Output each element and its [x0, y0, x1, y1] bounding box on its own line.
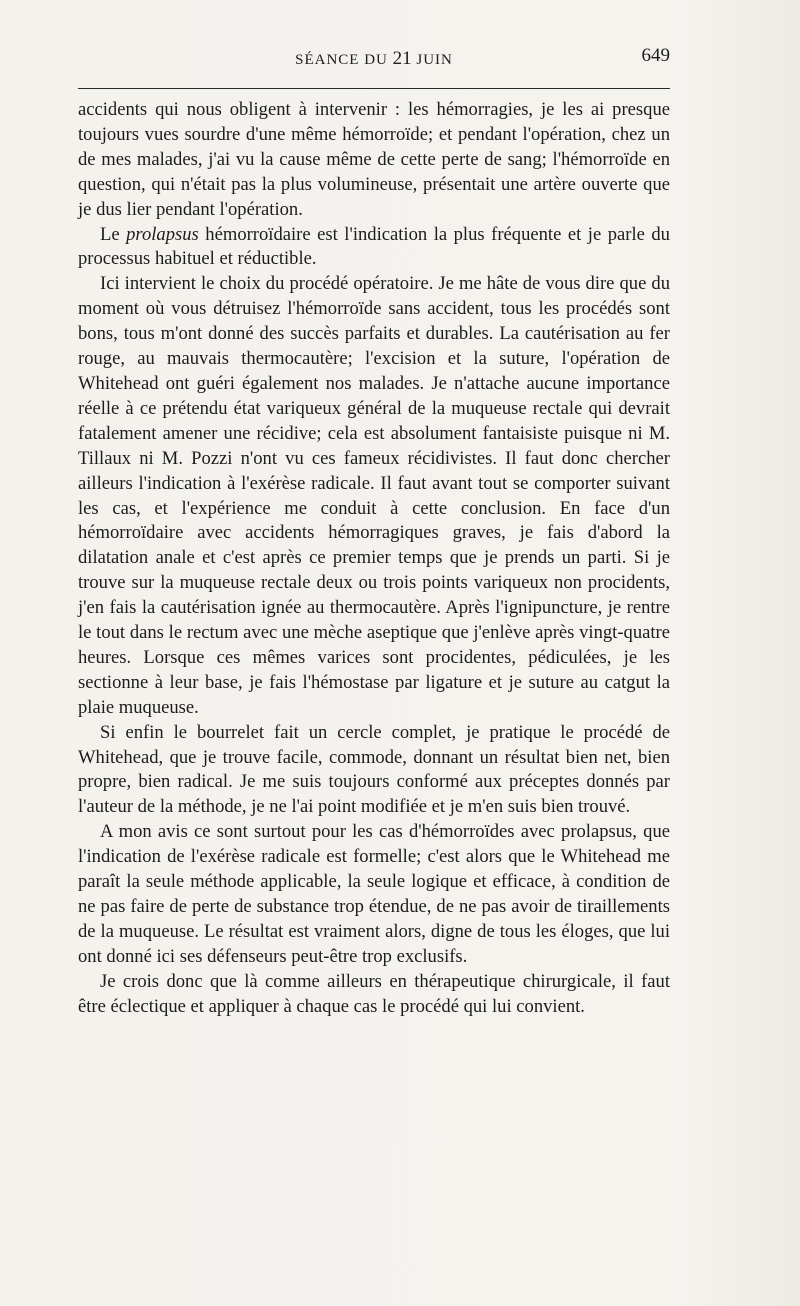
running-title-day: 21	[392, 48, 412, 69]
running-title-suffix: JUIN	[411, 52, 453, 68]
paragraph-2	[78, 223, 670, 273]
paragraph-2-lead: Le	[100, 223, 127, 245]
running-title	[78, 48, 670, 70]
running-title-prefix: SÉANCE DU	[295, 52, 393, 68]
paragraph-2-italic-term: prolapsus	[126, 223, 199, 245]
body-text	[78, 98, 670, 1020]
running-head	[78, 44, 670, 72]
paragraph-4: Si enfin le bourrelet fait un cercle complet, je pratique le procédé de Whitehead, que je trouve facile, commode, donnant un résultat bien net, bien propre, bien radical. Je me suis toujours conformé aux préceptes donnés par l'auteur de la méthode, je ne l'ai point modifiée et je m'en suis bien trouvé.	[78, 721, 670, 818]
header-rule	[78, 88, 670, 89]
paragraph-2-rest: hémorroïdaire est l'indication la plus fréquente et je parle du processus habituel et réductible.	[78, 223, 670, 270]
paragraph-3: Ici intervient le choix du procédé opératoire. Je me hâte de vous dire que du moment où vous détruisez l'hémorroïde sans accident, tous les procédés sont bons, tous m'ont donné des succès parfaits et durables. La cautérisation au fer rouge, au mauvais thermocautère; l'excision et la suture, l'opération de Whitehead ont guéri également nos malades. Je n'attache aucune importance réelle à ce prétendu état variqueux général de la muqueuse rectale qui devrait fatalement amener une récidive; cela est absolument fantaisiste puisque ni M. Tillaux ni M. Pozzi n'ont vu ces fameux récidivistes. Il faut donc chercher ailleurs l'indication à l'exérèse radicale. Il faut avant tout se comporter suivant les cas, et l'expérience me conduit à cette conclusion. En face d'un hémorroïdaire avec accidents hémorragiques graves, je fais d'abord la dilatation anale et c'est après ce premier temps que je prends un parti. Si je trouve sur la muqueuse rectale deux ou trois points variqueux non procidents, j'en fais la cautérisation ignée au thermocautère. Après l'ignipuncture, je rentre le tout dans le rectum avec une mèche aseptique que j'enlève après vingt-quatre heures. Lorsque ces mêmes varices sont procidentes, pédiculées, je les sectionne à leur base, je fais l'hémostase par ligature et je suture au catgut la plaie muqueuse.	[78, 273, 670, 718]
paragraph-6: Je crois donc que là comme ailleurs en thérapeutique chirurgicale, il faut être éclectique et appliquer à chaque cas le procédé qui lui convient.	[78, 970, 670, 1017]
paragraph-1: accidents qui nous obligent à intervenir : les hémorragies, je les ai presque toujours vues sourdre d'une même hémorroïde; et pendant l'opération, chez un de mes malades, j'ai vu la cause même de cette perte de sang; l'hémorroïde en question, qui n'était pas la plus volumineuse, présentait une artère ouverte que je dus lier pendant l'opération.	[78, 99, 670, 220]
page-number: 649	[641, 45, 670, 66]
paragraph-5: A mon avis ce sont surtout pour les cas d'hémorroïdes avec prolapsus, que l'indication de l'exérèse radicale est formelle; c'est alors que le Whitehead me paraît la seule méthode applicable, la seule logique et efficace, à condition de ne pas faire de perte de substance trop étendue, de ne pas avoir de tiraillements de la muqueuse. Le résultat est vraiment alors, digne de tous les éloges, que lui ont donné ici ses défenseurs peut-être trop exclusifs.	[78, 821, 670, 967]
